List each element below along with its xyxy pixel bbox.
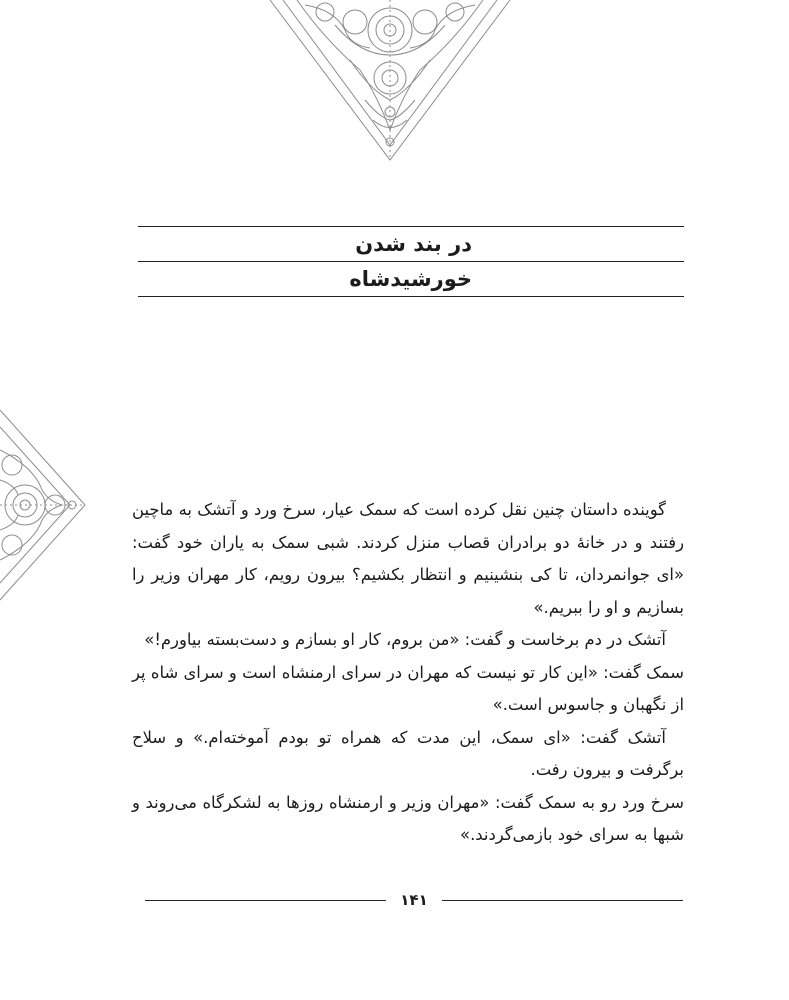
arabesque-ornament-left-icon	[0, 405, 90, 605]
footer-rule-right	[442, 900, 683, 901]
arabesque-ornament-top-icon	[265, 0, 515, 165]
paragraph: سرخ ورد رو به سمک گفت: «مهران وزیر و ارمنشاه روزها به لشکرگاه می‌روند و شبها به سرای خود بازمی‌گردند.»	[132, 792, 684, 844]
paragraph: آتشک در دم برخاست و گفت: «من بروم، کار او بسازم و دست‌بسته بیاورم!»	[144, 630, 666, 649]
chapter-title-block	[138, 226, 684, 297]
footer-rule-left	[145, 900, 386, 901]
paragraph: سمک گفت: «این کار تو نیست که مهران در سرای ارمنشاه است و سرای شاه پر از نگهبان و جاسوس است.»	[132, 662, 684, 714]
chapter-title-line-2: خورشیدشاه	[349, 267, 472, 291]
paragraph: آتشک گفت: «ای سمک، این مدت که همراه تو بودم آموخته‌ام.» و سلاح برگرفت و بیرون رفت.	[132, 727, 684, 779]
page-number: ۱۴۱	[400, 891, 428, 909]
title-rule-bottom	[138, 296, 684, 297]
chapter-title-line-1: در بند شدن	[355, 232, 472, 256]
paragraph: گوینده داستان چنین نقل کرده است که سمک عیار، سرخ ورد و آتشک به ماچین رفتند و در خانهٔ دو برادران قصاب منزل کردند. شبی سمک به یاران خود گفت: «ای جوانمردان، تا کی بنشینیم و انتظار بکشیم؟ بیرون رویم، کار مهران وزیر را بسازیم و او را ببریم.»	[132, 500, 684, 617]
page-footer	[145, 886, 683, 914]
body-text	[132, 494, 684, 852]
